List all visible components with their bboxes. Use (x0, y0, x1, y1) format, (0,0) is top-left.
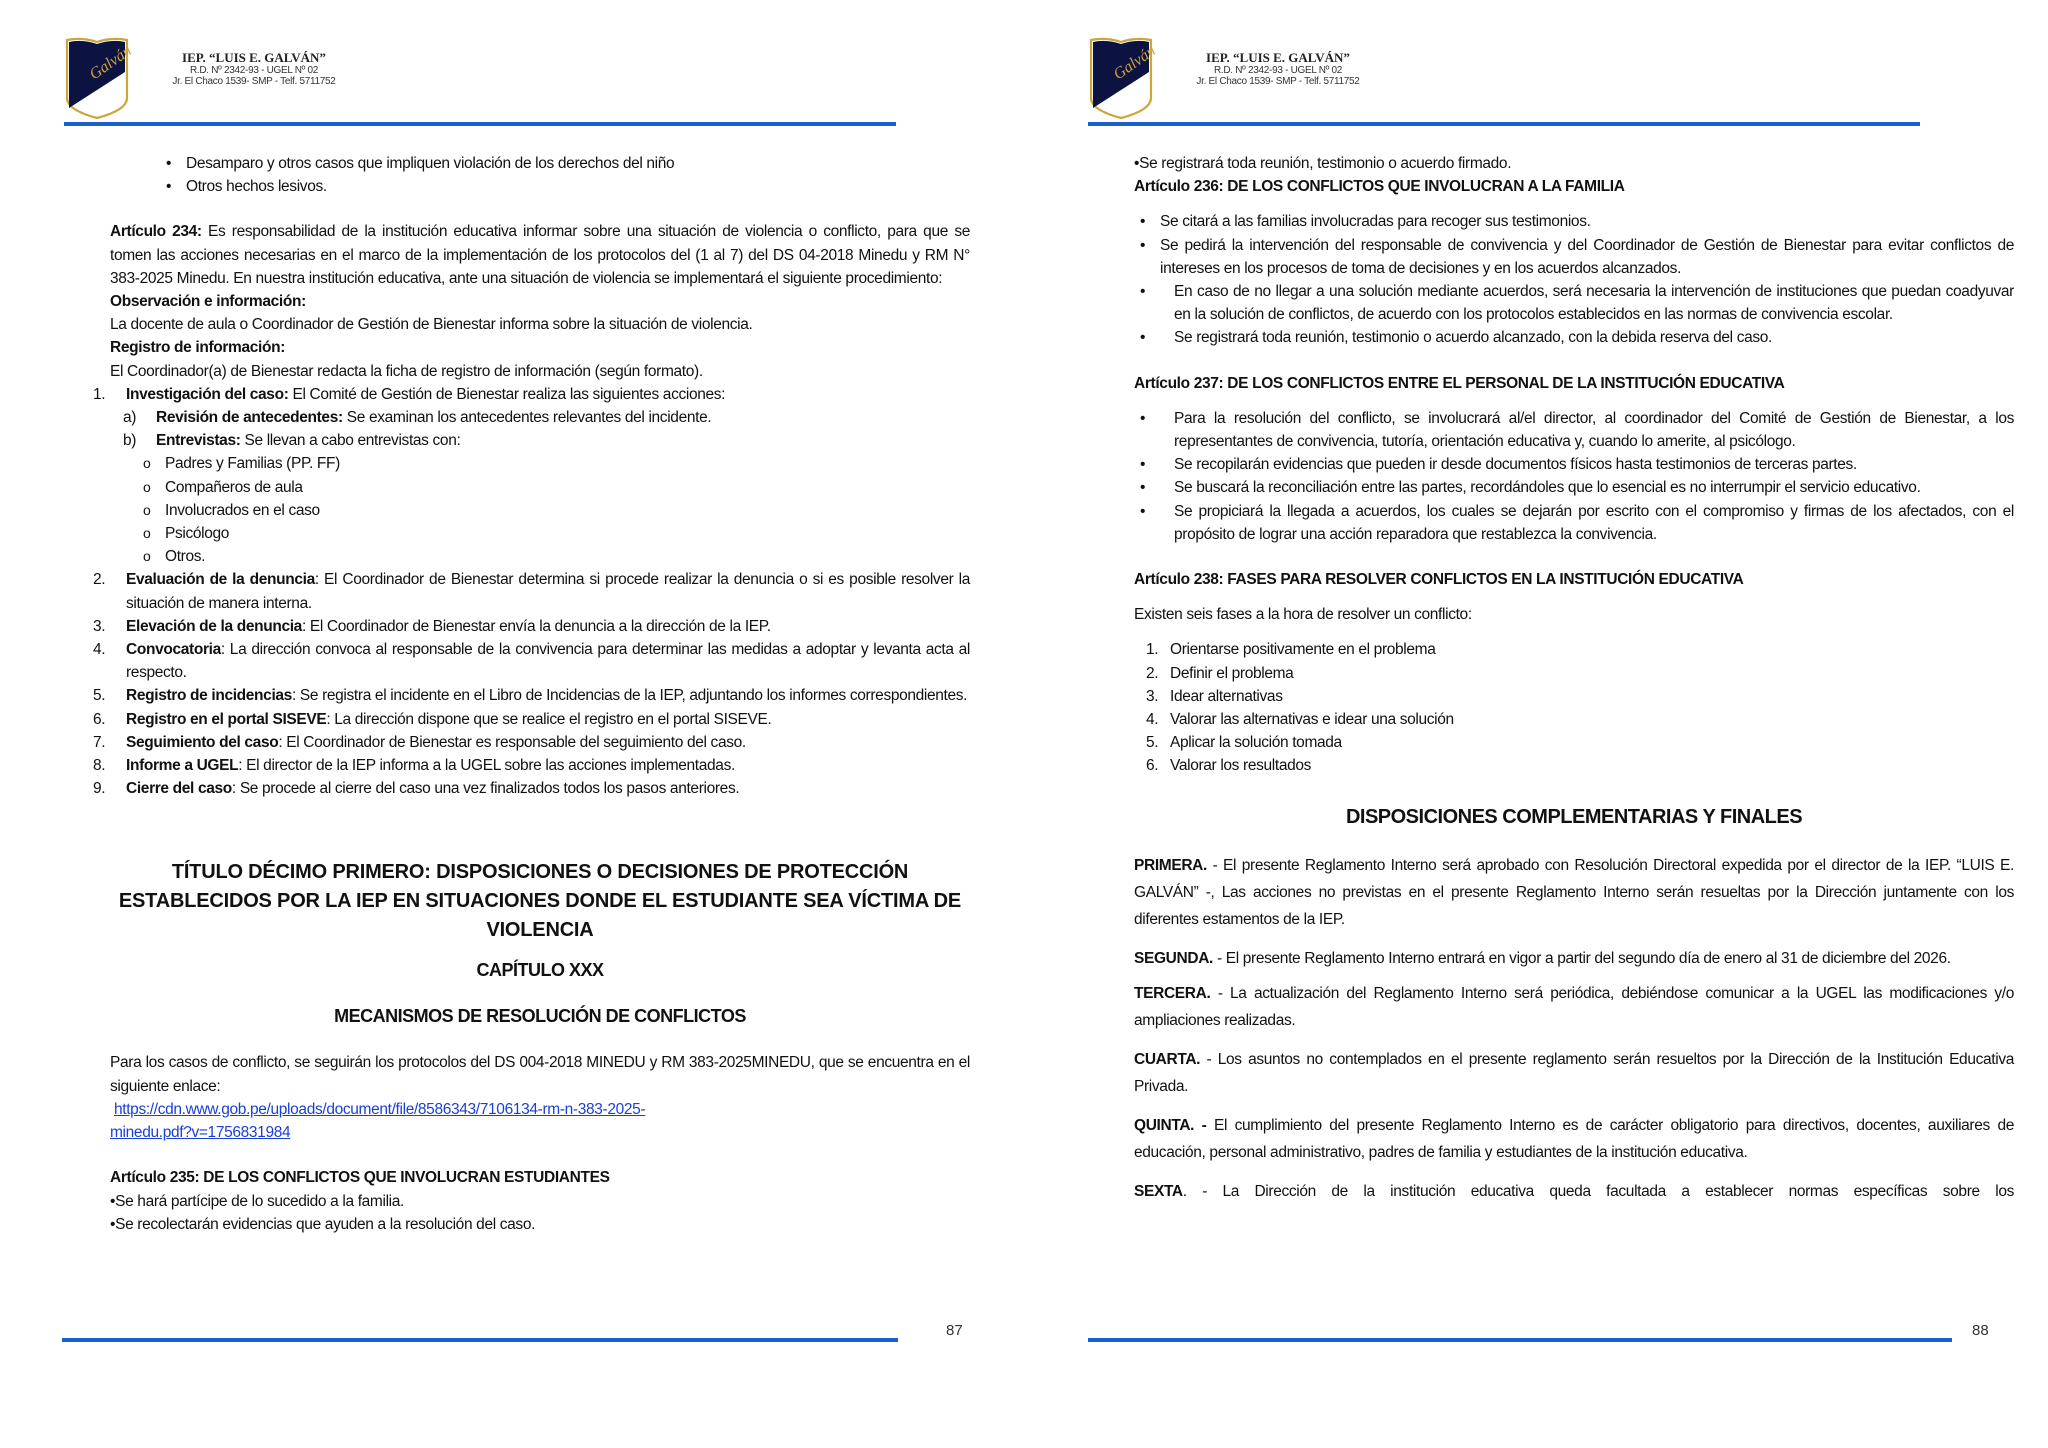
header-rule (1088, 122, 1920, 126)
page-content (1134, 152, 2014, 1205)
protocol-link[interactable]: https://cdn.www.gob.pe/uploads/document/file/8586343/7106134-rm-n-383-2025- (114, 1100, 646, 1118)
protocol-link-cont[interactable]: minedu.pdf?v=1756831984 (110, 1124, 291, 1142)
school-name: IEP. “LUIS E. GALVÁN” (182, 50, 326, 65)
provision-cuarta: CUARTA. - Los asuntos no contemplados en el presente reglamento serán resueltos por la Dirección de la Institución Educativa Privada. (1134, 1050, 2014, 1095)
provision-primera: PRIMERA. - El presente Reglamento Interno será aprobado con Resolución Directoral expedida por el director de la IEP. “LUIS E. GALVÁN” -, Las acciones no previstas en el presente Reglamento Interno serán resueltas por la Dirección juntamente con los diferentes estamentos de la IEP. (1134, 856, 2014, 928)
list-item: • Se pedirá la intervención del responsable de convivencia y del Coordinador de Gestión de Bienestar para evitar conflictos de intereses en los procesos de toma de decisiones y en los acuerdos alcanzados. (1134, 234, 2014, 280)
final-provisions-title: DISPOSICIONES COMPLEMENTARIAS Y FINALES (1345, 805, 1803, 828)
phase-item: 6. Valorar los resultados (1146, 757, 1312, 775)
list-item: • Se buscará la reconciliación entre las partes, recordándoles que lo esencial es no interrumpir el servicio educativo. (1134, 476, 2014, 499)
phase-item: 2. Definir el problema (1146, 664, 1294, 682)
article-235-heading: Artículo 235: DE LOS CONFLICTOS QUE INVOLUCRAN ESTUDIANTES (110, 1169, 610, 1187)
interviewee-item: o Otros. (143, 548, 206, 566)
footer-rule (62, 1338, 898, 1342)
step-item: 3. Elevación de la denuncia: El Coordinador de Bienestar envía la denuncia a la dirección de la IEP. (93, 617, 771, 635)
chapter-title: CAPÍTULO XXX (476, 960, 604, 981)
list-item: • Para la resolución del conflicto, se involucrará al/el director, al coordinador del Comité de Gestión de Bienestar, a los representantes de convivencia, tutoría, orientación educativa y, cuando lo amerite, al psicólogo. (1134, 407, 2014, 453)
article-234: Artículo 234: Es responsabilidad de la institución educativa informar sobre una situación de violencia o conflicto, para que se tomen las acciones necesarias en el marco de la implementación de los protocolos del (1 al 7) del DS 04-2018 Minedu y RM N° 383-2025 Minedu. En nuestra institución educativa, ante una situación de violencia se implementará el siguiente procedimiento: (110, 223, 970, 287)
list-item: • Se registrará toda reunión, testimonio o acuerdo firmado. (1134, 152, 2014, 175)
phase-item: 4. Valorar las alternativas e idear una solución (1146, 711, 1454, 729)
article-237-heading: Artículo 237: DE LOS CONFLICTOS ENTRE EL PERSONAL DE LA INSTITUCIÓN EDUCATIVA (1134, 374, 1785, 392)
substep-item: b) Entrevistas: Se llevan a cabo entrevistas con: (123, 432, 461, 450)
article-236-heading: Artículo 236: DE LOS CONFLICTOS QUE INVOLUCRAN A LA FAMILIA (1134, 178, 1625, 196)
step-item: 5. Registro de incidencias: Se registra el incidente en el Libro de Incidencias de la IEP, adjuntando los informes correspondientes. (93, 687, 968, 705)
list-item: • Otros hechos lesivos. (160, 175, 970, 198)
step-item: 8. Informe a UGEL: El director de la IEP informa a la UGEL sobre las acciones implementadas. (93, 757, 735, 775)
step-item: 6. Registro en el portal SISEVE: La dirección dispone que se realice el registro en el portal SISEVE. (93, 710, 772, 728)
svg-text:Galván: Galván (86, 42, 135, 84)
list-item: • En caso de no llegar a una solución mediante acuerdos, será necesaria la intervención de instituciones que puedan coadyuvar en la solución de conflictos, de acuerdo con los protocolos establecidos en las normas de convivencia escolar. (1134, 280, 2014, 326)
page-number: 88 (1972, 1322, 1989, 1339)
page-88 (1024, 0, 2048, 1448)
phase-item: 3. Idear alternativas (1146, 687, 1283, 705)
step-item: 9. Cierre del caso: Se procede al cierre del caso una vez finalizados todos los pasos anteriores. (93, 780, 740, 798)
chapter-subtitle: MECANISMOS DE RESOLUCIÓN DE CONFLICTOS (334, 1006, 746, 1027)
svg-text:Galván: Galván (1110, 42, 1159, 84)
interviewee-item: o Padres y Familias (PP. FF) (143, 455, 340, 473)
substep-item: a) Revisión de antecedentes: Se examinan los antecedentes relevantes del incidente. (123, 409, 712, 427)
page-content (93, 152, 970, 1236)
interviewee-item: o Psicólogo (143, 525, 230, 543)
list-item: • Se registrará toda reunión, testimonio o acuerdo alcanzado, con la debida reserva del caso. (1134, 326, 2014, 349)
article-238-heading: Artículo 238: FASES PARA RESOLVER CONFLICTOS EN LA INSTITUCIÓN EDUCATIVA (1134, 571, 1744, 589)
school-crest-logo (1088, 36, 1159, 120)
step-item: 2. Evaluación de la denuncia: El Coordinador de Bienestar determina si procede realizar la denuncia o si es posible resolver la situación de manera interna. (93, 571, 970, 612)
observation-heading: Observación e información: (110, 293, 306, 311)
provision-sexta: SEXTA. - La Dirección de la institución educativa queda facultada a establecer normas específicas sobre los (1134, 1182, 2014, 1200)
provision-tercera: TERCERA. - La actualización del Reglamento Interno será periódica, debiéndose comunicar a la UGEL las modificaciones y/o ampliaciones realizadas. (1134, 984, 2014, 1029)
address-line: Jr. El Chaco 1539- SMP - Telf. 5711752 (1196, 76, 1360, 88)
article-238-intro: Existen seis fases a la hora de resolver un conflicto: (1134, 606, 1472, 624)
step-item: 1. Investigación del caso: El Comité de Gestión de Bienestar realiza las siguientes acciones: (93, 385, 726, 403)
resolution-line: R.D. Nº 2342-93 - UGEL Nº 02 (189, 65, 319, 77)
step-item: 7. Seguimiento del caso: El Coordinador de Bienestar es responsable del seguimiento del caso. (93, 733, 746, 751)
address-line: Jr. El Chaco 1539- SMP - Telf. 5711752 (172, 76, 336, 88)
list-item: • Desamparo y otros casos que impliquen violación de los derechos del niño (160, 152, 970, 175)
observation-text: La docente de aula o Coordinador de Gestión de Bienestar informa sobre la situación de violencia. (110, 316, 753, 334)
phase-item: 5. Aplicar la solución tomada (1146, 734, 1342, 752)
list-item: • Se recopilarán evidencias que pueden ir desde documentos físicos hasta testimonios de terceras partes. (1134, 453, 2014, 476)
list-item: • Se recolectarán evidencias que ayuden a la resolución del caso. (110, 1213, 970, 1236)
registry-text: El Coordinador(a) de Bienestar redacta la ficha de registro de información (según formato). (110, 362, 703, 380)
school-name: IEP. “LUIS E. GALVÁN” (1206, 50, 1350, 65)
footer-rule (1088, 1338, 1952, 1342)
conflict-intro: Para los casos de conflicto, se seguirán los protocolos del DS 004-2018 MINEDU y RM 383-2025MINEDU, que se encuentra en el siguiente enlace: (110, 1054, 970, 1095)
resolution-line: R.D. Nº 2342-93 - UGEL Nº 02 (1213, 65, 1343, 77)
page-header (1088, 36, 1920, 128)
list-item: • Se propiciará la llegada a acuerdos, los cuales se dejarán por escrito con el compromiso y firmas de los afectados, con el propósito de lograr una acción reparadora que restablezca la convivencia. (1134, 500, 2014, 546)
interviewee-item: o Involucrados en el caso (143, 501, 320, 519)
section-title: TÍTULO DÉCIMO PRIMERO: DISPOSICIONES O DECISIONES DE PROTECCIÓN ESTABLECIDOS POR LA IEP EN SITUACIONES DONDE EL ESTUDIANTE SEA VÍCTIMA DE VIOLENCIA (118, 861, 962, 942)
interviewee-item: o Compañeros de aula (143, 478, 303, 496)
registry-heading: Registro de información: (110, 339, 286, 357)
provision-segunda: SEGUNDA. - El presente Reglamento Interno entrará en vigor a partir del segundo día de enero al 31 de diciembre del 2026. (1134, 949, 1951, 967)
list-item: • Se hará partícipe de lo sucedido a la familia. (110, 1190, 970, 1213)
provision-quinta: QUINTA. - El cumplimiento del presente Reglamento Interno es de carácter obligatorio para directivos, docentes, auxiliares de educación, personal administrativo, padres de familia y estudiantes de la institución educativa. (1134, 1116, 2014, 1161)
page-number: 87 (946, 1322, 963, 1339)
list-item: • Se citará a las familias involucradas para recoger sus testimonios. (1134, 210, 2014, 233)
school-crest-logo (64, 36, 135, 120)
step-item: 4. Convocatoria: La dirección convoca al responsable de la convivencia para determinar las medidas a adoptar y levanta acta al respecto. (93, 641, 970, 682)
page-header (64, 36, 896, 128)
header-rule (64, 122, 896, 126)
phase-item: 1. Orientarse positivamente en el problema (1146, 641, 1436, 659)
